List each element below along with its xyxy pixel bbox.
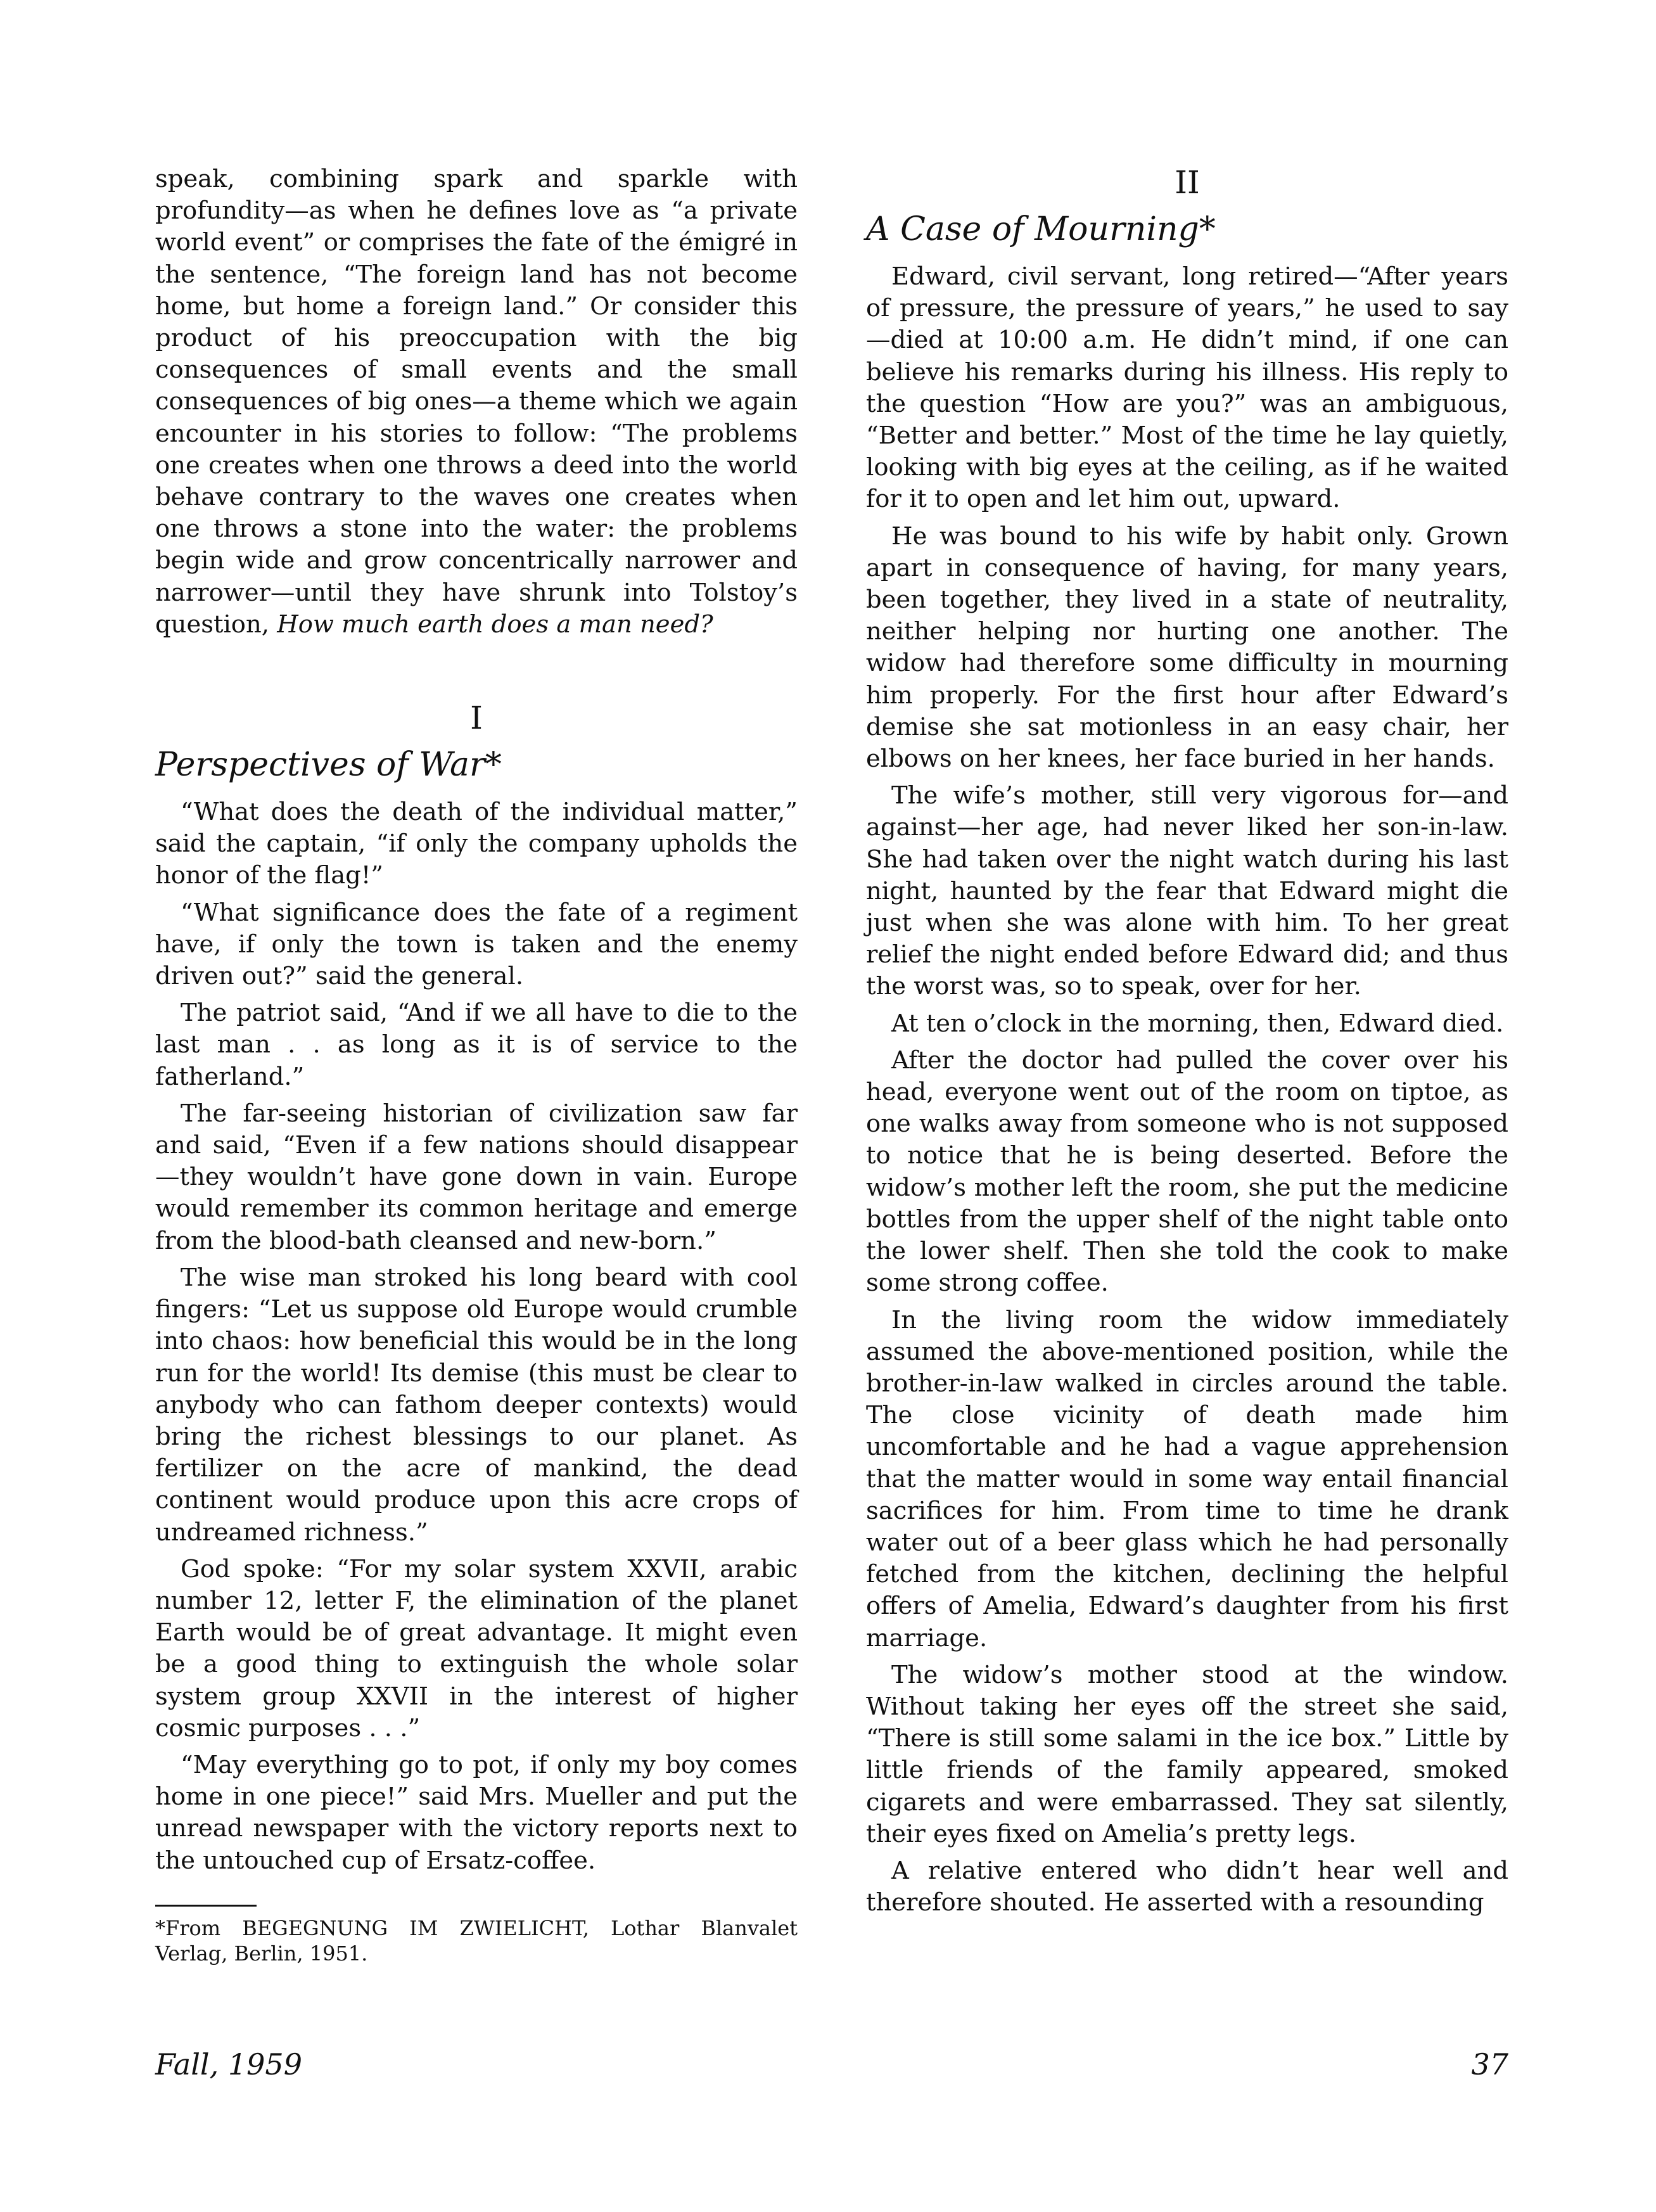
paragraph: At ten o’clock in the morning, then, Edward died. xyxy=(891,1009,1504,1038)
paragraph: Edward, civil servant, long retired—“After years of pressure, the pressure of years,” he used to say—died at 10:00 a.m. He didn’t mind, if one can believe his remarks during his illness. His reply to the question “How are you?” was an ambiguous, “Better and better.” Most of the time he lay quietly, looking with big eyes at the ceiling, as if he waited for it to open and let him out, upward. xyxy=(866,262,1508,514)
paragraph: “May everything go to pot, if only my boy comes home in one piece!” said Mrs. Mueller and put the unread newspaper with the victory reports next to the untouched cup of Ersatz-coffee. xyxy=(155,1750,798,1875)
paragraph: God spoke: “For my solar system XXVII, arabic number 12, letter F, the elimination of the planet Earth would be of great advantage. It might even be a good thing to extinguish the whole solar system group XXVII in the interest of higher cosmic purposes . . .” xyxy=(155,1554,798,1742)
paragraph: The far-seeing historian of civilization saw far and said, “Even if a few nations should disappear —they wouldn’t have gone down in vain. Europe would remember its common heritage and emerge from the blood-bath cleansed and new-born.” xyxy=(155,1099,798,1255)
paragraph: “What does the death of the individual matter,” said the captain, “if only the company upholds the honor of the flag!” xyxy=(155,798,798,890)
paragraph: The patriot said, “And if we all have to die to the last man . . as long as it is of service to the fatherland.” xyxy=(155,999,798,1091)
intro-paragraph xyxy=(155,163,798,641)
footer-issue-date: Fall, 1959 xyxy=(155,2047,302,2081)
intro-emphasis: How much earth does a man need? xyxy=(277,610,713,639)
section-number: I xyxy=(470,700,483,737)
paragraph: “What significance does the fate of a regiment have, if only the town is taken and the enemy driven out?” said the general. xyxy=(155,898,798,991)
paragraph: The widow’s mother stood at the window. Without taking her eyes off the street she said, “There is still some salami in the ice box.” Little by little friends of the family appeared, smoked cigarets and were embarrassed. They sat silently, their eyes fixed on Amelia’s pretty legs. xyxy=(866,1660,1508,1848)
right-column xyxy=(866,163,1508,1924)
section-number: II xyxy=(1175,164,1200,201)
story-title: Perspectives of War* xyxy=(155,746,502,784)
paragraph: After the doctor had pulled the cover over his head, everyone went out of the room on tiptoe, as one walks away from someone who is not supposed to notice that he is being deserted. Before the widow’s mother left the room, she put the medicine bottles from the upper shelf of the night table onto the lower shelf. Then she told the cook to make some strong coffee. xyxy=(866,1045,1508,1298)
intro-text: speak, combining spark and sparkle with profundity—as when he defines love as “a private world event” or comprises the fate of the émigré in the sentence, “The foreign land has not become home, but home a foreign land.” Or consider this product of his preoccupation with the big consequences of small events and the small consequences of big ones—a theme which we again encounter in his stories to follow: “The problems one creates when one throws a deed into the world behave contrary to the waves one creates when one throws a stone into the water: the problems begin wide and grow concentrically narrower and narrower—until they have shrunk into Tolstoy’s question, xyxy=(155,165,798,639)
paragraph: The wise man stroked his long beard with cool fingers: “Let us suppose old Europe would crumble into chaos: how beneficial this would be in the long run for the world! Its demise (this must be clear to anybody who can fathom deeper contexts) would bring the richest blessings to our planet. As fertilizer on the acre of mankind, the dead continent would produce upon this acre crops of undreamed richness.” xyxy=(155,1263,798,1547)
story-title: A Case of Mourning* xyxy=(866,210,1216,248)
footnote: *From BEGEGNUNG IM ZWIELICHT, Lothar Blanvalet Verlag, Berlin, 1951. xyxy=(155,1915,798,1966)
footnote-divider xyxy=(155,1905,257,1907)
paragraph: He was bound to his wife by habit only. Grown apart in consequence of having, for many years, been together, they lived in a state of neutrality, neither helping nor hurting one another. The widow had therefore some difficulty in mourning him properly. For the first hour after Edward’s demise she sat motionless in an easy chair, her elbows on her knees, her face buried in her hands. xyxy=(866,521,1508,774)
paragraph: In the living room the widow immediately assumed the above-mentioned position, while the brother-in-law walked in circles around the table. The close vicinity of death made him uncomfortable and he had a vague apprehension that the matter would in some way entail financial sacrifices for him. From time to time he drank water out of a beer glass which he had personally fetched from the kitchen, declining the helpful offers of Amelia, Edward’s daughter from his first marriage. xyxy=(866,1305,1508,1653)
left-column xyxy=(155,163,798,1966)
paragraph: A relative entered who didn’t hear well and therefore shouted. He asserted with a resounding xyxy=(866,1856,1508,1917)
paragraph: The wife’s mother, still very vigorous for—and against—her age, had never liked her son-in-law. She had taken over the night watch during his last night, haunted by the fear that Edward might die just when she was alone with him. To her great relief the night ended before Edward did; and thus the worst was, so to speak, over for her. xyxy=(866,781,1508,1001)
page-number: 37 xyxy=(1471,2047,1508,2081)
